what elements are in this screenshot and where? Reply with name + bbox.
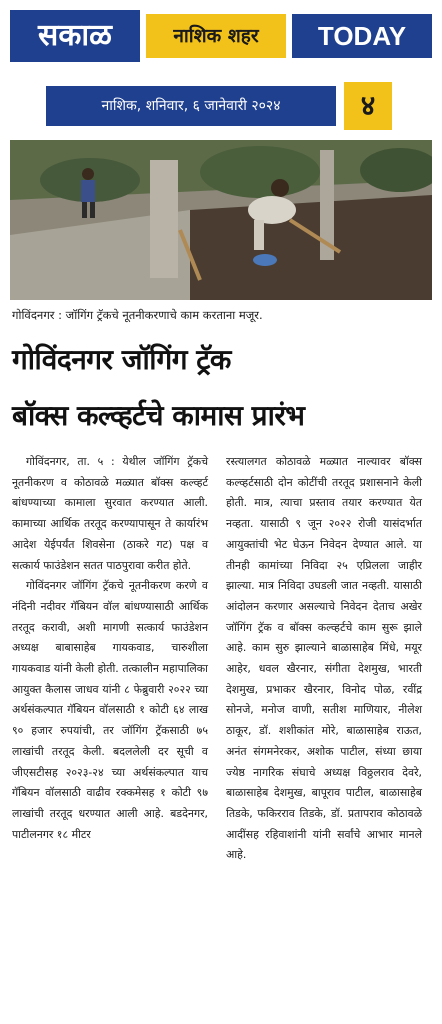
edition-label: नाशिक शहर <box>146 14 286 58</box>
page-number: ४ <box>344 82 392 130</box>
dateline: नाशिक, शनिवार, ६ जानेवारी २०२४ <box>46 86 336 126</box>
masthead <box>10 10 432 62</box>
article-left-column <box>12 452 208 845</box>
article-headline <box>12 332 432 444</box>
today-label: TODAY <box>292 14 432 58</box>
paragraph: गोविंदनगर, ता. ५ : येथील जॉगिंग ट्रॅकचे नूतनीकरण व कोठावळे मळ्यात बॉक्स कल्व्हर्ट बांधण्याच्या कामाला सुरवात करण्यात आली. कामाच्या आर्थिक तरतूद करण्यापासून ते कार्यारंभ आदेश येईपर्यंत शिवसेना (ठाकरे गट) पक्ष व सत्कार्य फाउंडेशन सतत पाठपुरावा करीत होते. <box>12 455 208 572</box>
paragraph: रस्त्यालगत कोठावळे मळ्यात नाल्यावर बॉक्स कल्व्हर्टसाठी दोन कोटींची तरतूद प्रशासनाने केली होती. मात्र, त्याचा प्रस्ताव तयार करण्यात येत नव्हता. यासाठी ९ जून २०२२ रोजी यासंदर्भात आयुक्तांची भेट घेऊन निवेदन देण्यात आले. या तीनही कामांच्या निविदा २५ एप्रिलला जाहीर झाल्या. मात्र निविदा उघडली जात नव्हती. यासाठी आंदोलन करणार असल्याचे निवेदन देताच अखेर जॉगिंग ट्रॅक व बॉक्स कल्व्हर्टचे काम सुरू झाले आहे. काम सुरु झाल्याने बाळासाहेब मिंधे, मयूर आहेर, धवल खैरनार, संगीता देशमुख, भारती देशमुख, प्रभाकर खैरनार, विनोद पोळ, रवींद्र सोनजे, मनोज वाणी, सतीश माणियार, नीलेश ठाकूर, डॉ. शशीकांत मोरे, बाळासाहेब राऊत, अनंत संगमनेरकर, अशोक पाटील, संध्या छाया ज्येष्ठ नागरिक संघाचे अध्यक्ष विठ्ठलराव देवरे, बाळासाहेब देशमुख, बापूराव पाटील, बाळासाहेब तिडके, फकिरराव तिडके, डॉ. प्रतापराव कोठावळे आदींसह रहिवाशांनी यांनी सर्वांचे आभार मानले आहे. <box>226 455 422 862</box>
news-photo <box>10 140 432 300</box>
headline-line-1: गोविंदनगर जॉगिंग ट्रॅक <box>12 343 231 376</box>
paragraph: गोविंदनगर जॉगिंग ट्रॅकचे नूतनीकरण करणे व नंदिनी नदीवर गॅबियन वॉल बांधण्यासाठी आर्थिक तरतूद करावी, अशी मागणी सत्कार्य फाउंडेशन अध्यक्ष बाबासाहेब गायकवाड, चारुशीला गायकवाड यांनी केली होती. तत्कालीन महापालिका आयुक्त कैलास जाधव यांनी ८ फेब्रुवारी २०२२ च्या अर्थसंकल्पात गॅबियन वॉलसाठी १ कोटी ६४ लाख ९० हजार रुपयांची, तर जॉगिंग ट्रॅकसाठी ७५ लाखांची तरतूद केली. बदललेली दर सूची व जीएसटीसह २०२३-२४ च्या अर्थसंकल्पात याच गॅबियन वॉलसाठी वाढीव रक्कमेसह १ कोटी ९७ लाखांची तरतूद धरण्यात आली आहे. बडदेनगर, पाटीलनगर १८ मीटर <box>12 579 208 841</box>
photo-illustration <box>10 140 432 300</box>
headline-line-2: बॉक्स कल्व्हर्टचे कामास प्रारंभ <box>12 399 305 432</box>
photo-caption: गोविंदनगर : जॉगिंग ट्रॅकचे नूतनीकरणाचे काम करताना मजूर. <box>12 308 263 322</box>
newspaper-logo: सकाळ <box>10 10 140 62</box>
article-right-column <box>226 452 422 866</box>
